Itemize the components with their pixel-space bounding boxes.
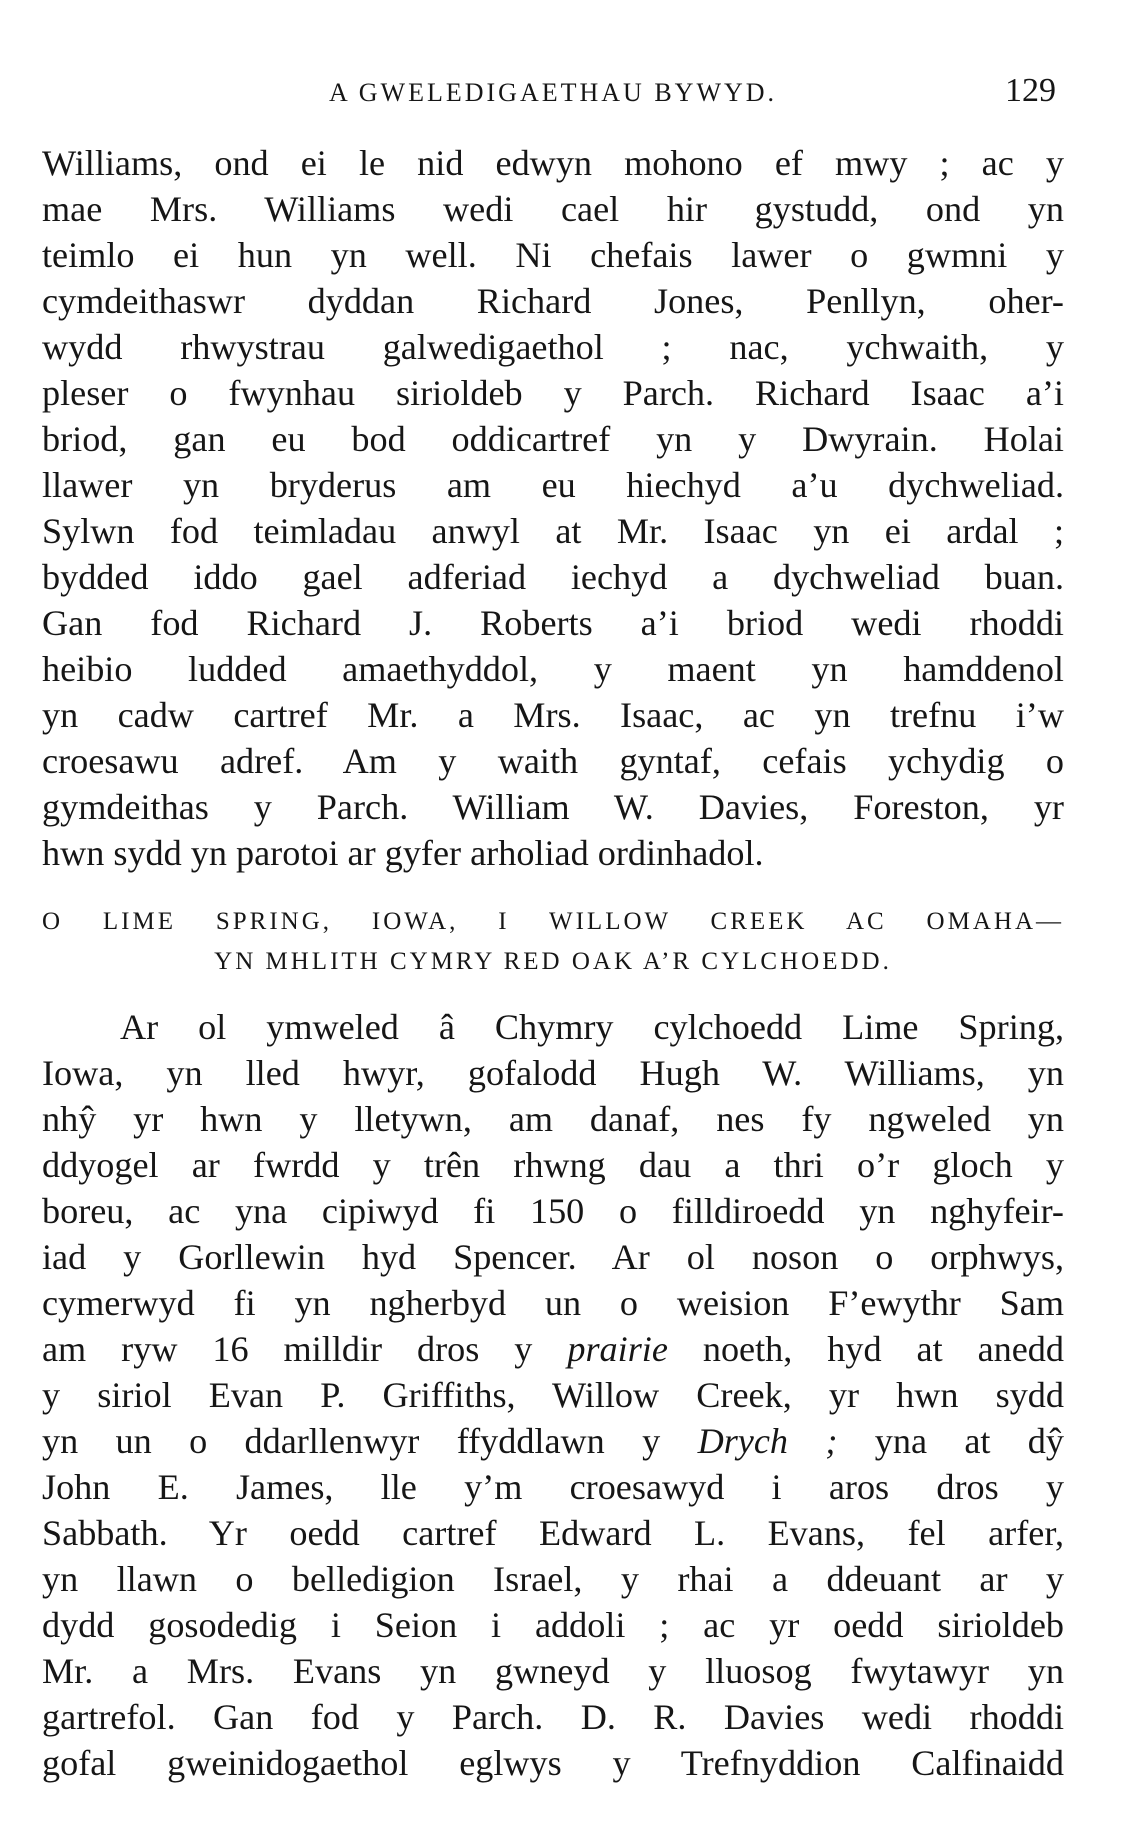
text-line: yn cadw cartref Mr. a Mrs. Isaac, ac yn trefnu i’w: [42, 695, 1064, 735]
section-heading: [42, 902, 1064, 982]
text-line: Ar ol ymweled â Chymry cylchoedd Lime Spring,: [120, 1007, 1064, 1047]
text-line: hwn sydd yn parotoi ar gyfer arholiad ordinhadol.: [42, 833, 764, 873]
text-line: croesawu adref. Am y waith gyntaf, cefais ychydig o: [42, 741, 1064, 781]
text-segment: am ryw 16 milldir dros y: [42, 1329, 568, 1369]
text-line: [42, 1326, 1064, 1372]
text-line: ddyogel ar fwrdd y trên rhwng dau a thri o’r gloch y: [42, 1145, 1064, 1185]
text-line: dydd gosodedig i Seion i addoli ; ac yr oedd sirioldeb: [42, 1605, 1064, 1645]
text-line: [42, 1418, 1064, 1464]
paragraph-2: [42, 1004, 1064, 1786]
book-page: [42, 70, 1064, 1786]
paragraph-1: [42, 140, 1064, 876]
text-line: yn llawn o belledigion Israel, y rhai a ddeuant ar y: [42, 1559, 1064, 1599]
text-line: teimlo ei hun yn well. Ni chefais lawer o gwmni y: [42, 235, 1064, 275]
text-line: gofal gweinidogaethol eglwys y Trefnyddion Calfinaidd: [42, 1743, 1064, 1783]
text-line: bydded iddo gael adferiad iechyd a dychweliad buan.: [42, 557, 1064, 597]
text-segment: noeth, hyd at anedd: [667, 1329, 1064, 1369]
running-title: A GWELEDIGAETHAU BYWYD.: [328, 78, 778, 107]
text-line: John E. James, lle y’m croesawyd i aros dros y: [42, 1467, 1064, 1507]
text-line: Sylwn fod teimladau anwyl at Mr. Isaac yn ei ardal ;: [42, 511, 1064, 551]
text-line: mae Mrs. Williams wedi cael hir gystudd, ond yn: [42, 189, 1064, 229]
italic-word: Drych ;: [697, 1421, 838, 1461]
page-number: 129: [1005, 72, 1056, 109]
text-line: wydd rhwystrau galwedigaethol ; nac, ychwaith, y: [42, 327, 1064, 367]
text-line: llawer yn bryderus am eu hiechyd a’u dychweliad.: [42, 465, 1064, 505]
text-line: nhŷ yr hwn y lletywn, am danaf, nes fy ngweled yn: [42, 1099, 1064, 1139]
text-line: gartrefol. Gan fod y Parch. D. R. Davies wedi rhoddi: [42, 1697, 1064, 1737]
text-line: Iowa, yn lled hwyr, gofalodd Hugh W. Williams, yn: [42, 1053, 1064, 1093]
text-line: iad y Gorllewin hyd Spencer. Ar ol noson o orphwys,: [42, 1237, 1064, 1277]
text-line: Williams, ond ei le nid edwyn mohono ef mwy ; ac y: [42, 143, 1064, 183]
text-line: gymdeithas y Parch. William W. Davies, Foreston, yr: [42, 787, 1064, 827]
section-heading-line: YN MHLITH CYMRY RED OAK A’R CYLCHOEDD.: [214, 948, 892, 975]
text-line: briod, gan eu bod oddicartref yn y Dwyrain. Holai: [42, 419, 1064, 459]
text-line: pleser o fwynhau sirioldeb y Parch. Richard Isaac a’i: [42, 373, 1064, 413]
text-line: boreu, ac yna cipiwyd fi 150 o filldiroedd yn nghyfeir-: [42, 1191, 1064, 1231]
text-line: cymdeithaswr dyddan Richard Jones, Penllyn, oher-: [42, 281, 1064, 321]
text-line: Sabbath. Yr oedd cartref Edward L. Evans, fel arfer,: [42, 1513, 1064, 1553]
running-head: [42, 70, 1064, 120]
text-line: cymerwyd fi yn ngherbyd un o weision F’ewythr Sam: [42, 1283, 1064, 1323]
text-line: y siriol Evan P. Griffiths, Willow Creek, yr hwn sydd: [42, 1375, 1064, 1415]
text-line: Mr. a Mrs. Evans yn gwneyd y lluosog fwytawyr yn: [42, 1651, 1064, 1691]
text-line: heibio ludded amaethyddol, y maent yn hamddenol: [42, 649, 1064, 689]
italic-word: prairie: [567, 1329, 668, 1369]
text-segment: yn un o ddarllenwyr ffyddlawn y: [42, 1421, 698, 1461]
section-heading-line: O LIME SPRING, IOWA, I WILLOW CREEK AC OMAHA—: [42, 908, 1064, 935]
text-segment: yna at dŷ: [837, 1421, 1064, 1461]
text-line: Gan fod Richard J. Roberts a’i briod wedi rhoddi: [42, 603, 1064, 643]
